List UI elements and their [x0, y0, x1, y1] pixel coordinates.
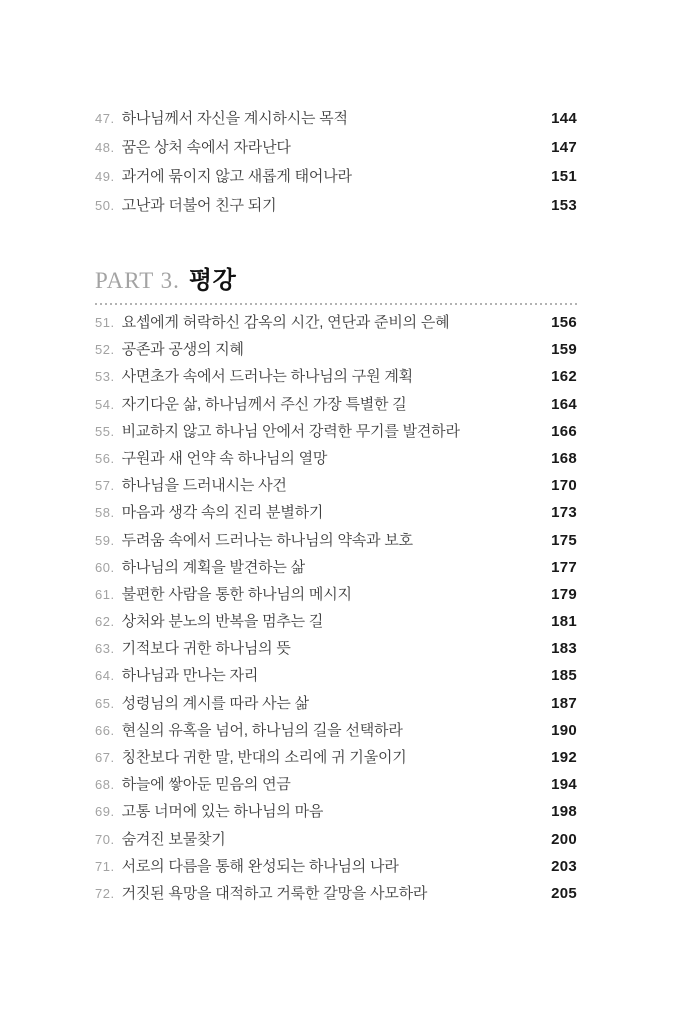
entry-title: 고통 너머에 있는 하나님의 마음: [121, 803, 324, 821]
entry-page-number: 175: [551, 531, 577, 549]
entry-page-number: 162: [551, 368, 577, 386]
entry-page-number: 177: [551, 558, 577, 576]
entry-title: 고난과 더불어 친구 되기: [121, 197, 277, 214]
entry-title: 비교하지 않고 하나님 안에서 강력한 무기를 발견하라: [121, 422, 460, 440]
toc-entry: [95, 853, 577, 880]
entry-title: 마음과 생각 속의 진리 분별하기: [121, 504, 324, 522]
entry-number: 60.: [95, 559, 115, 575]
entry-page-number: 183: [551, 640, 577, 658]
toc-entry: [95, 499, 577, 526]
entry-title: 하나님을 드러내시는 사건: [121, 477, 287, 495]
toc-entry: [95, 690, 577, 717]
entry-title: 자기다운 삶, 하나님께서 주신 가장 특별한 길: [121, 395, 407, 413]
part-title: 평강: [188, 267, 237, 294]
toc-entry: [95, 104, 577, 133]
entry-number: 72.: [95, 885, 115, 901]
part-label: PART 3.: [95, 268, 180, 293]
entry-number: 65.: [95, 695, 115, 711]
entry-number: 50.: [95, 198, 115, 213]
toc-entry: [95, 336, 577, 363]
entry-page-number: 168: [551, 449, 577, 467]
toc-entry: [95, 472, 577, 499]
entry-title: 숨겨진 보물찾기: [121, 830, 226, 848]
entry-number: 63.: [95, 641, 115, 657]
toc-entry: [95, 527, 577, 554]
entry-page-number: 173: [551, 504, 577, 522]
entry-page-number: 151: [551, 168, 577, 185]
toc-group-top: [95, 104, 577, 220]
entry-page-number: 187: [551, 694, 577, 712]
toc-entry: [95, 635, 577, 662]
entry-number: 64.: [95, 668, 115, 684]
entry-number: 52.: [95, 342, 115, 358]
toc-entry: [95, 798, 577, 825]
entry-page-number: 166: [551, 422, 577, 440]
entry-title: 현실의 유혹을 넘어, 하나님의 길을 선택하라: [121, 721, 403, 739]
entry-title: 하나님의 계획을 발견하는 삶: [121, 558, 305, 576]
entry-title: 불편한 사람을 통한 하나님의 메시지: [121, 585, 352, 603]
entry-page-number: 205: [551, 884, 577, 902]
entry-title: 거짓된 욕망을 대적하고 거룩한 갈망을 사모하라: [121, 884, 428, 902]
entry-number: 47.: [95, 111, 115, 126]
entry-number: 57.: [95, 478, 115, 494]
entry-page-number: 156: [551, 314, 577, 331]
entry-number: 70.: [95, 831, 115, 847]
toc-group-main: [95, 309, 577, 907]
toc-entry: [95, 191, 577, 220]
toc-entry: [95, 162, 577, 191]
toc-entry: [95, 744, 577, 771]
entry-title: 두려움 속에서 드러나는 하나님의 약속과 보호: [121, 531, 413, 549]
entry-page-number: 147: [551, 139, 577, 156]
entry-page-number: 153: [551, 197, 577, 214]
entry-title: 하늘에 쌓아둔 믿음의 연금: [121, 776, 291, 794]
entry-number: 71.: [95, 858, 115, 874]
entry-page-number: 198: [551, 803, 577, 821]
toc-entry: [95, 826, 577, 853]
entry-number: 49.: [95, 169, 115, 184]
toc-entry: [95, 309, 577, 336]
toc-entry: [95, 554, 577, 581]
entry-title: 공존과 공생의 지혜: [121, 341, 244, 359]
entry-page-number: 179: [551, 585, 577, 603]
entry-page-number: 159: [551, 341, 577, 359]
toc-entry: [95, 717, 577, 744]
entry-number: 48.: [95, 140, 115, 155]
entry-number: 59.: [95, 532, 115, 548]
entry-page-number: 144: [551, 110, 577, 127]
entry-title: 하나님과 만나는 자리: [121, 667, 259, 685]
entry-page-number: 203: [551, 857, 577, 875]
entry-number: 54.: [95, 396, 115, 412]
entry-title: 기적보다 귀한 하나님의 뜻: [121, 640, 291, 658]
entry-number: 68.: [95, 777, 115, 793]
toc-entry: [95, 363, 577, 390]
entry-title: 성령님의 계시를 따라 사는 삶: [121, 694, 309, 712]
entry-title: 칭찬보다 귀한 말, 반대의 소리에 귀 기울이기: [121, 749, 407, 766]
entry-page-number: 164: [551, 395, 577, 413]
toc-entry: [95, 771, 577, 798]
toc-entry: [95, 391, 577, 418]
entry-number: 62.: [95, 614, 115, 630]
entry-title: 상처와 분노의 반복을 멈추는 길: [121, 613, 324, 631]
entry-page-number: 190: [551, 721, 577, 739]
entry-page-number: 192: [551, 749, 577, 766]
entry-title: 사면초가 속에서 드러나는 하나님의 구원 계획: [121, 368, 413, 386]
entry-number: 67.: [95, 750, 115, 765]
entry-number: 53.: [95, 369, 115, 385]
entry-title: 요셉에게 허락하신 감옥의 시간, 연단과 준비의 은혜: [121, 314, 450, 331]
entry-page-number: 181: [551, 613, 577, 631]
toc-entry: [95, 445, 577, 472]
toc-entry: [95, 133, 577, 162]
entry-title: 구원과 새 언약 속 하나님의 열망: [121, 449, 328, 467]
entry-number: 69.: [95, 804, 115, 820]
toc-entry: [95, 880, 577, 907]
entry-title: 하나님께서 자신을 계시하시는 목적: [121, 110, 348, 127]
toc-entry: [95, 581, 577, 608]
entry-number: 55.: [95, 423, 115, 439]
toc-entry: [95, 662, 577, 689]
entry-page-number: 185: [551, 667, 577, 685]
entry-title: 꿈은 상처 속에서 자라난다: [121, 139, 291, 156]
entry-number: 61.: [95, 586, 115, 602]
toc-entry: [95, 608, 577, 635]
entry-page-number: 194: [551, 776, 577, 794]
dotted-divider: [95, 302, 577, 305]
entry-number: 51.: [95, 315, 115, 330]
entry-title: 서로의 다름을 통해 완성되는 하나님의 나라: [121, 857, 399, 875]
entry-number: 56.: [95, 450, 115, 466]
entry-number: 58.: [95, 505, 115, 521]
entry-page-number: 170: [551, 477, 577, 495]
entry-number: 66.: [95, 722, 115, 738]
part-header: [95, 266, 577, 296]
toc-entry: [95, 418, 577, 445]
entry-title: 과거에 묶이지 않고 새롭게 태어나라: [121, 168, 352, 185]
entry-page-number: 200: [551, 830, 577, 848]
